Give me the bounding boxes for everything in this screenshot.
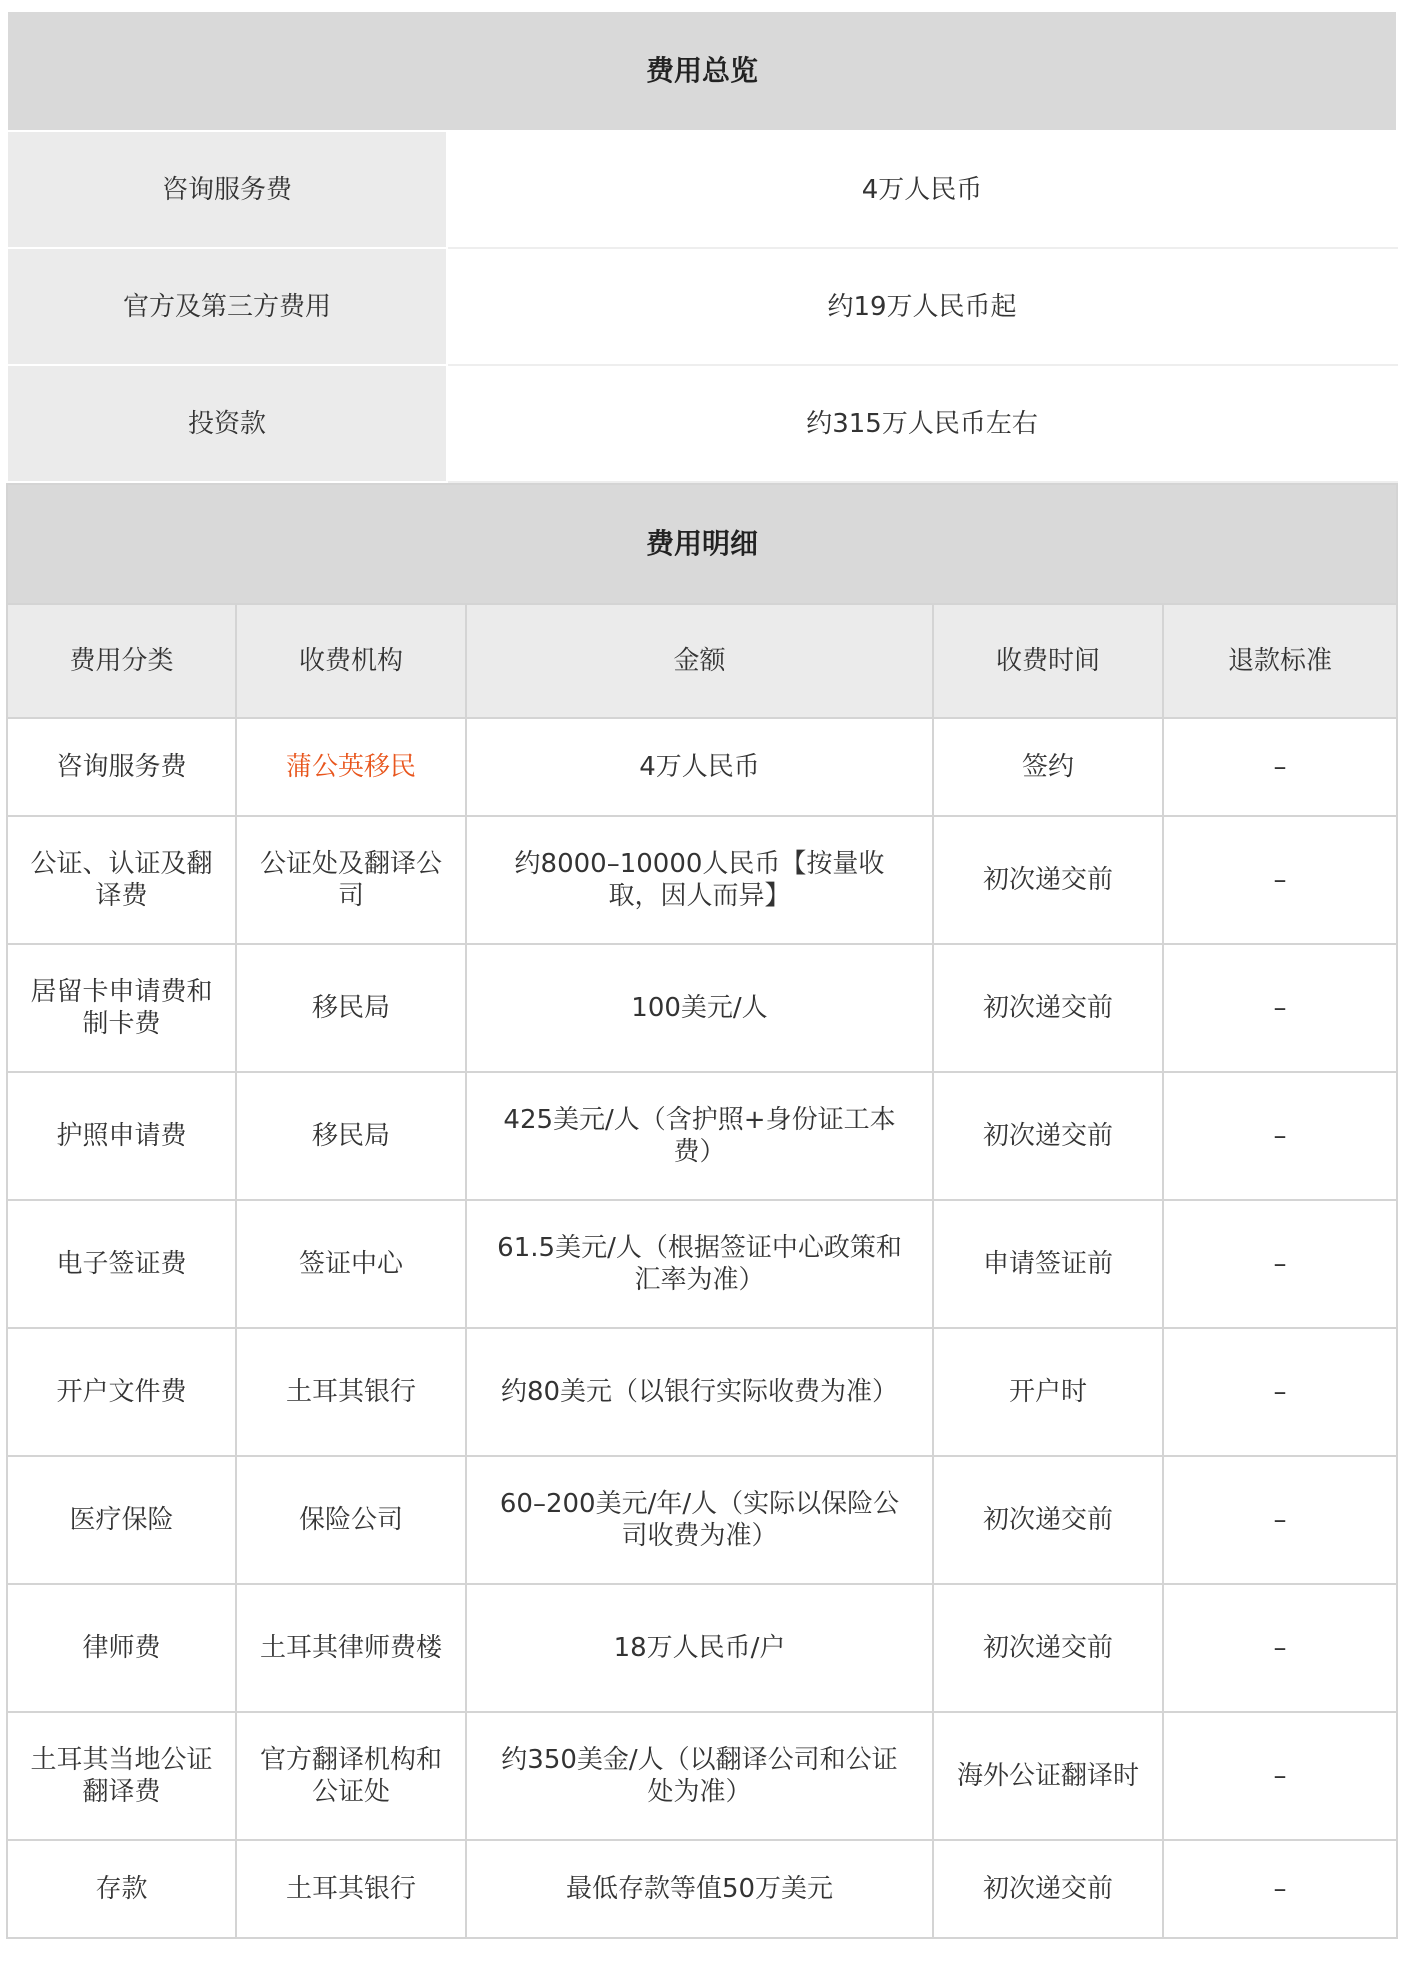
cell-amount: 4万人民币 (466, 718, 933, 816)
cell-category: 存款 (7, 1840, 236, 1938)
cell-category: 开户文件费 (7, 1328, 236, 1456)
cell-amount: 61.5美元/人（根据签证中心政策和汇率为准） (466, 1200, 933, 1328)
cell-agency: 土耳其银行 (236, 1328, 466, 1456)
cell-time: 初次递交前 (933, 944, 1163, 1072)
overview-value: 约315万人民币左右 (447, 365, 1397, 482)
cell-amount: 约350美金/人（以翻译公司和公证处为准） (466, 1712, 933, 1840)
overview-value: 约19万人民币起 (447, 248, 1397, 365)
cell-category: 电子签证费 (7, 1200, 236, 1328)
cell-agency-link[interactable]: 蒲公英移民 (236, 718, 466, 816)
table-row (7, 1072, 1397, 1200)
table-row (7, 816, 1397, 944)
cell-agency: 公证处及翻译公司 (236, 816, 466, 944)
cell-category: 土耳其当地公证翻译费 (7, 1712, 236, 1840)
cell-agency: 移民局 (236, 944, 466, 1072)
cell-category: 居留卡申请费和制卡费 (7, 944, 236, 1072)
table-row (7, 1456, 1397, 1584)
cell-time: 初次递交前 (933, 1456, 1163, 1584)
overview-title: 费用总览 (7, 11, 1397, 131)
header-time: 收费时间 (933, 604, 1163, 718)
overview-row (7, 365, 1397, 482)
cell-time: 初次递交前 (933, 1072, 1163, 1200)
cell-refund: – (1163, 1584, 1397, 1712)
header-amount: 金额 (466, 604, 933, 718)
overview-row (7, 248, 1397, 365)
table-row (7, 944, 1397, 1072)
cell-time: 初次递交前 (933, 1584, 1163, 1712)
fee-overview-table (6, 10, 1398, 483)
cell-agency: 官方翻译机构和公证处 (236, 1712, 466, 1840)
cell-refund: – (1163, 1200, 1397, 1328)
cell-refund: – (1163, 816, 1397, 944)
cell-refund: – (1163, 1456, 1397, 1584)
cell-time: 初次递交前 (933, 816, 1163, 944)
cell-amount: 最低存款等值50万美元 (466, 1840, 933, 1938)
overview-label: 投资款 (7, 365, 447, 482)
table-row (7, 1712, 1397, 1840)
cell-amount: 100美元/人 (466, 944, 933, 1072)
table-row (7, 1840, 1397, 1938)
cell-amount: 18万人民币/户 (466, 1584, 933, 1712)
cell-refund: – (1163, 718, 1397, 816)
table-row (7, 1200, 1397, 1328)
table-row (7, 1584, 1397, 1712)
fee-detail-table (6, 483, 1398, 1939)
cell-time: 申请签证前 (933, 1200, 1163, 1328)
overview-label: 咨询服务费 (7, 131, 447, 248)
header-refund: 退款标准 (1163, 604, 1397, 718)
cell-amount: 425美元/人（含护照+身份证工本费） (466, 1072, 933, 1200)
overview-label: 官方及第三方费用 (7, 248, 447, 365)
overview-row (7, 131, 1397, 248)
cell-category: 医疗保险 (7, 1456, 236, 1584)
cell-time: 初次递交前 (933, 1840, 1163, 1938)
cell-refund: – (1163, 1840, 1397, 1938)
cell-agency: 签证中心 (236, 1200, 466, 1328)
cell-amount: 60–200美元/年/人（实际以保险公司收费为准） (466, 1456, 933, 1584)
fee-tables (6, 10, 1396, 1939)
cell-category: 护照申请费 (7, 1072, 236, 1200)
cell-agency: 土耳其银行 (236, 1840, 466, 1938)
table-row (7, 718, 1397, 816)
detail-title: 费用明细 (7, 484, 1397, 604)
cell-category: 律师费 (7, 1584, 236, 1712)
cell-category: 公证、认证及翻译费 (7, 816, 236, 944)
header-category: 费用分类 (7, 604, 236, 718)
cell-amount: 约80美元（以银行实际收费为准） (466, 1328, 933, 1456)
cell-refund: – (1163, 1328, 1397, 1456)
cell-agency: 土耳其律师费楼 (236, 1584, 466, 1712)
header-agency: 收费机构 (236, 604, 466, 718)
cell-category: 咨询服务费 (7, 718, 236, 816)
cell-refund: – (1163, 1072, 1397, 1200)
cell-refund: – (1163, 1712, 1397, 1840)
cell-time: 开户时 (933, 1328, 1163, 1456)
cell-amount: 约8000–10000人民币【按量收取，因人而异】 (466, 816, 933, 944)
cell-time: 海外公证翻译时 (933, 1712, 1163, 1840)
cell-time: 签约 (933, 718, 1163, 816)
cell-agency: 保险公司 (236, 1456, 466, 1584)
table-row (7, 1328, 1397, 1456)
cell-refund: – (1163, 944, 1397, 1072)
cell-agency: 移民局 (236, 1072, 466, 1200)
detail-header-row (7, 604, 1397, 718)
overview-value: 4万人民币 (447, 131, 1397, 248)
